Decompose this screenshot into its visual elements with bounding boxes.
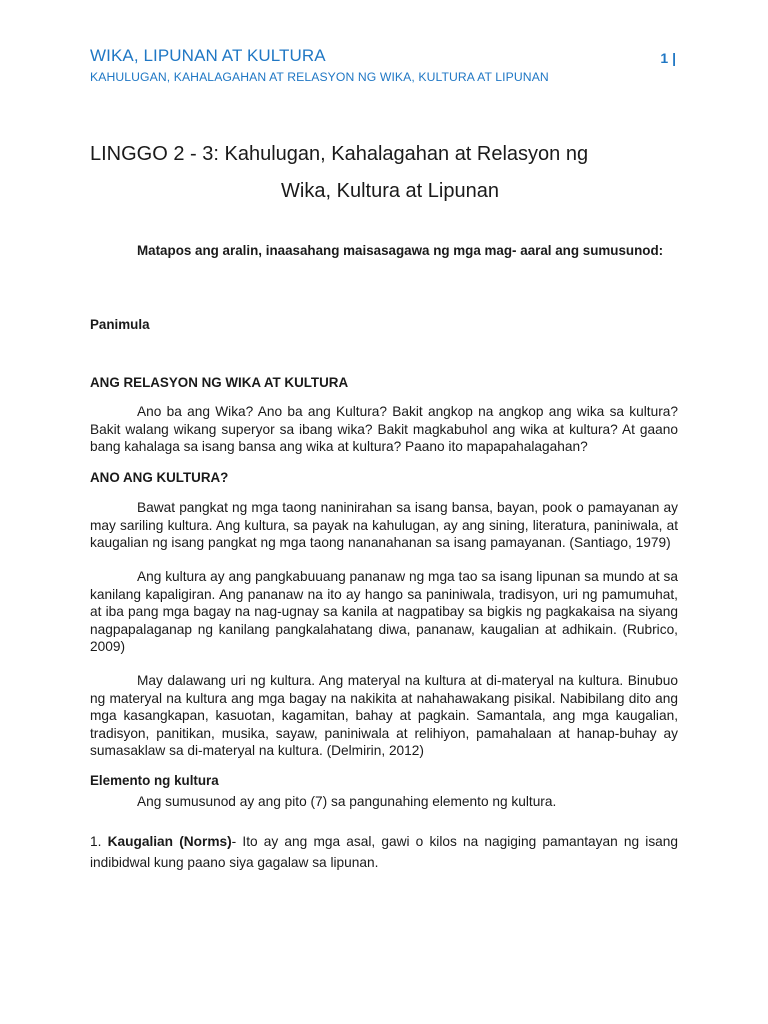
paragraph-kultura-2: Ang kultura ay ang pangkabuuang pananaw ng mga tao sa isang lipunan sa mundo at sa kanilang kapaligiran. Ang pananaw na ito ay hango sa paniniwala, tradisyon, uri ng pamumuhat, at iba pang mga bagay na nag-ugnay sa kanila at nagpatibay sa bigkis ng pagkakaisa na siyang nagpapalaganap ng kanilang pangkalahatang diwa, pananaw, kaugalian at adhikain. (Rubrico, 2009) [90,569,678,655]
paragraph-relasyon: Ano ba ang Wika? Ano ba ang Kultura? Bakit angkop na angkop ang wika sa kultura? Bakit walang wikang superyor sa ibang wika? Bakit magkabuhol ang wika at kultura? At gaano bang kahalaga sa isang bansa ang wika at kultura? Paano ito mapapahalagahan? [90,404,678,455]
page-title-line-1: LINGGO 2 - 3: Kahulugan, Kahalagahan at Relasyon ng [90,143,589,165]
section-heading-elemento: Elemento ng kultura [90,773,219,788]
list-item-number: 1. [90,834,102,849]
list-item-term: Kaugalian (Norms) [107,834,232,849]
page-title [90,136,680,210]
list-item-text: - Ito ay ang mga asal, gawi o kilos na nagiging pamantayan ng isang indibidwal kung paano siya gagalaw sa lipunan. [90,834,678,870]
paragraph-elemento: Ang sumusunod ay ang pito (7) sa pangunahing elemento ng kultura. [137,794,557,809]
learning-objective-intro: Matapos ang aralin, inaasahang maisasagawa ng mga mag- aaral ang sumusunod: [137,243,664,258]
paragraph-kultura-1: Bawat pangkat ng mga taong naninirahan sa isang bansa, bayan, pook o pamayanan ay may sariling kultura. Ang kultura, sa payak na kahulugan, ay ang sining, literatura, paniniwala, at kaugalian ng isang pangkat ng mga taong nananahanan sa isang pamayanan. (Santiago, 1979) [90,500,678,551]
header-title: WIKA, LIPUNAN AT KULTURA [90,46,326,65]
list-item-kaugalian [90,831,678,873]
panimula-heading: Panimula [90,317,150,332]
section-heading-relasyon: ANG RELASYON NG WIKA AT KULTURA [90,375,349,390]
section-heading-kultura: ANO ANG KULTURA? [90,470,229,485]
paragraph-kultura-3: May dalawang uri ng kultura. Ang materyal na kultura at di-materyal na kultura. Binubuo ng materyal na kultura ang mga bagay na nakikita at nahahawakang pisikal. Nabibilang dito ang mga kasangkapan, kasuotan, kagamitan, bahay at pagkain. Samantala, ang mga kaugalian, tradisyon, panitikan, musika, sayaw, paniniwala at relihiyon, pamahalaan at hanap-buhay ay sumasaklaw sa di-materyal na kultura. (Delmirin, 2012) [90,673,678,759]
page-title-line-2: Wika, Kultura at Lipunan [281,180,499,202]
header-subtitle: KAHULUGAN, KAHALAGAHAN AT RELASYON NG WIKA, KULTURA AT LIPUNAN [90,70,549,84]
page-number: 1 | [660,50,676,66]
